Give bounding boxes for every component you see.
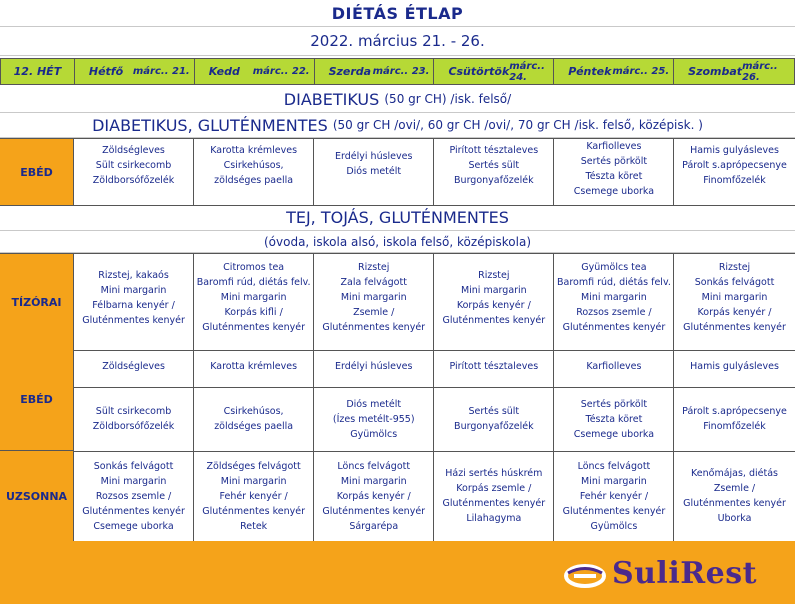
menu-cell: Zöldséges felvágott Mini margarin Fehér kenyér / Gluténmentes kenyér Retek (194, 451, 314, 541)
diet-heading-milk-egg-glutenfree: TEJ, TOJÁS, GLUTÉNMENTES (0, 204, 795, 231)
day-header-wed: Szerda márc.. 23. (315, 59, 435, 84)
meal-label-lunch: EBÉD (0, 139, 74, 205)
menu-cell: Karfiolleves (554, 349, 674, 387)
menu-cell: Karotta krémleves Csirkehúsos, zöldséges paella (194, 139, 314, 205)
menu-cell: Hamis gulyásleves (690, 361, 779, 372)
menu-cell: Karfiolleves Sertés pörkölt Tészta köret Csemege uborka (554, 139, 674, 205)
menu-cell: Sonkás felvágott Mini margarin Rozsos zsemle / Gluténmentes kenyér Csemege uborka (74, 451, 194, 541)
day-header-mon: Hétfő márc.. 21. (75, 59, 195, 84)
meal-label-afternoon-snack: UZSONNA (0, 451, 74, 541)
menu-cell: Sertés sült Burgonyafőzelék (434, 387, 554, 451)
snack-morning-row (0, 253, 795, 351)
meal-label-morning-snack: TÍZÓRAI (0, 254, 74, 350)
meal-label-lunch: EBÉD (0, 349, 74, 451)
footer-bar (0, 541, 795, 604)
day-header-fri: Péntek márc.. 25. (554, 59, 674, 84)
lunch-soup-row (74, 349, 795, 388)
week-number: 12. HÉT (1, 59, 75, 84)
date-range: 2022. március 21. - 26. (0, 27, 795, 56)
menu-cell: Csirkehúsos, zöldséges paella (194, 387, 314, 451)
menu-cell: Löncs felvágott Mini margarin Fehér kenyér / Gluténmentes kenyér Gyümölcs (554, 451, 674, 541)
menu-cell: Erdélyi húsleves Diós metélt (314, 139, 434, 205)
menu-cell: Sült csirkecomb Zöldborsófőzelék (74, 387, 194, 451)
menu-cell: Pirított tésztaleves (434, 349, 554, 387)
menu-cell: Kenőmájas, diétás Zsemle / Gluténmentes kenyér Uborka (683, 468, 786, 524)
menu-cell: Löncs felvágott Mini margarin Korpás kenyér / Gluténmentes kenyér Sárgarépa (314, 451, 434, 541)
menu-cell: Sertés pörkölt Tészta köret Csemege uborka (554, 387, 674, 451)
logo-mark-icon (564, 560, 606, 588)
menu-cell: Citromos tea Baromfi rúd, diétás felv. Mini margarin Korpás kifli / Gluténmentes kenyér (194, 254, 314, 350)
brand-logo (564, 556, 757, 591)
menu-cell: Diós metélt (Ízes metélt-955) Gyümölcs (314, 387, 434, 451)
week-header (0, 58, 795, 85)
snack-afternoon-row (0, 451, 795, 542)
menu-cell: Házi sertés húskrém Korpás zsemle / Gluténmentes kenyér Lilahagyma (434, 451, 554, 541)
menu-cell: Rizstej Mini margarin Korpás kenyér / Gluténmentes kenyér (434, 254, 554, 350)
menu-cell: Zöldségleves (74, 349, 194, 387)
day-header-tue: Kedd márc.. 22. (195, 59, 315, 84)
menu-cell: Rizstej Sonkás felvágott Mini margarin Korpás kenyér / Gluténmentes kenyér (683, 262, 786, 333)
menu-cell: Pirított tésztaleves Sertés sült Burgonyafőzelék (434, 139, 554, 205)
menu-cell: Hamis gulyásleves Párolt s.aprópecsenye Finomfőzelék (682, 145, 787, 186)
menu-cell: Zöldségleves Sült csirkecomb Zöldborsófőzelék (74, 139, 194, 205)
brand-name: SuliRest (611, 556, 757, 591)
page-title: DIÉTÁS ÉTLAP (0, 0, 795, 27)
menu-cell: Erdélyi húsleves (314, 349, 434, 387)
diet-heading-diabetic-glutenfree: DIABETIKUS, GLUTÉNMENTES (50 gr CH /ovi/, 60 gr CH /ovi/, 70 gr CH /isk. felső, középisk. ) (0, 113, 795, 138)
menu-cell: Karotta krémleves (194, 349, 314, 387)
menu-cell: Rizstej, kakaós Mini margarin Félbarna kenyér / Gluténmentes kenyér (74, 254, 194, 350)
lunch-main-row (74, 387, 795, 452)
day-header-sat: Szombat márc.. 26. (688, 60, 778, 83)
diet-subheading: (óvoda, iskola alsó, iskola felső, középiskola) (0, 231, 795, 253)
menu-cell: Rizstej Zala felvágott Mini margarin Zsemle / Gluténmentes kenyér (314, 254, 434, 350)
lunch-row-diabetic (0, 138, 795, 206)
diet-heading-diabetic: DIABETIKUS (50 gr CH) /isk. felső/ (0, 86, 795, 113)
menu-cell: Gyümölcs tea Baromfi rúd, diétás felv. Mini margarin Rozsos zsemle / Gluténmentes kenyér (554, 254, 674, 350)
menu-cell: Párolt s.aprópecsenye Finomfőzelék (682, 406, 787, 432)
day-header-thu: Csütörtök márc.. 24. (434, 59, 554, 84)
